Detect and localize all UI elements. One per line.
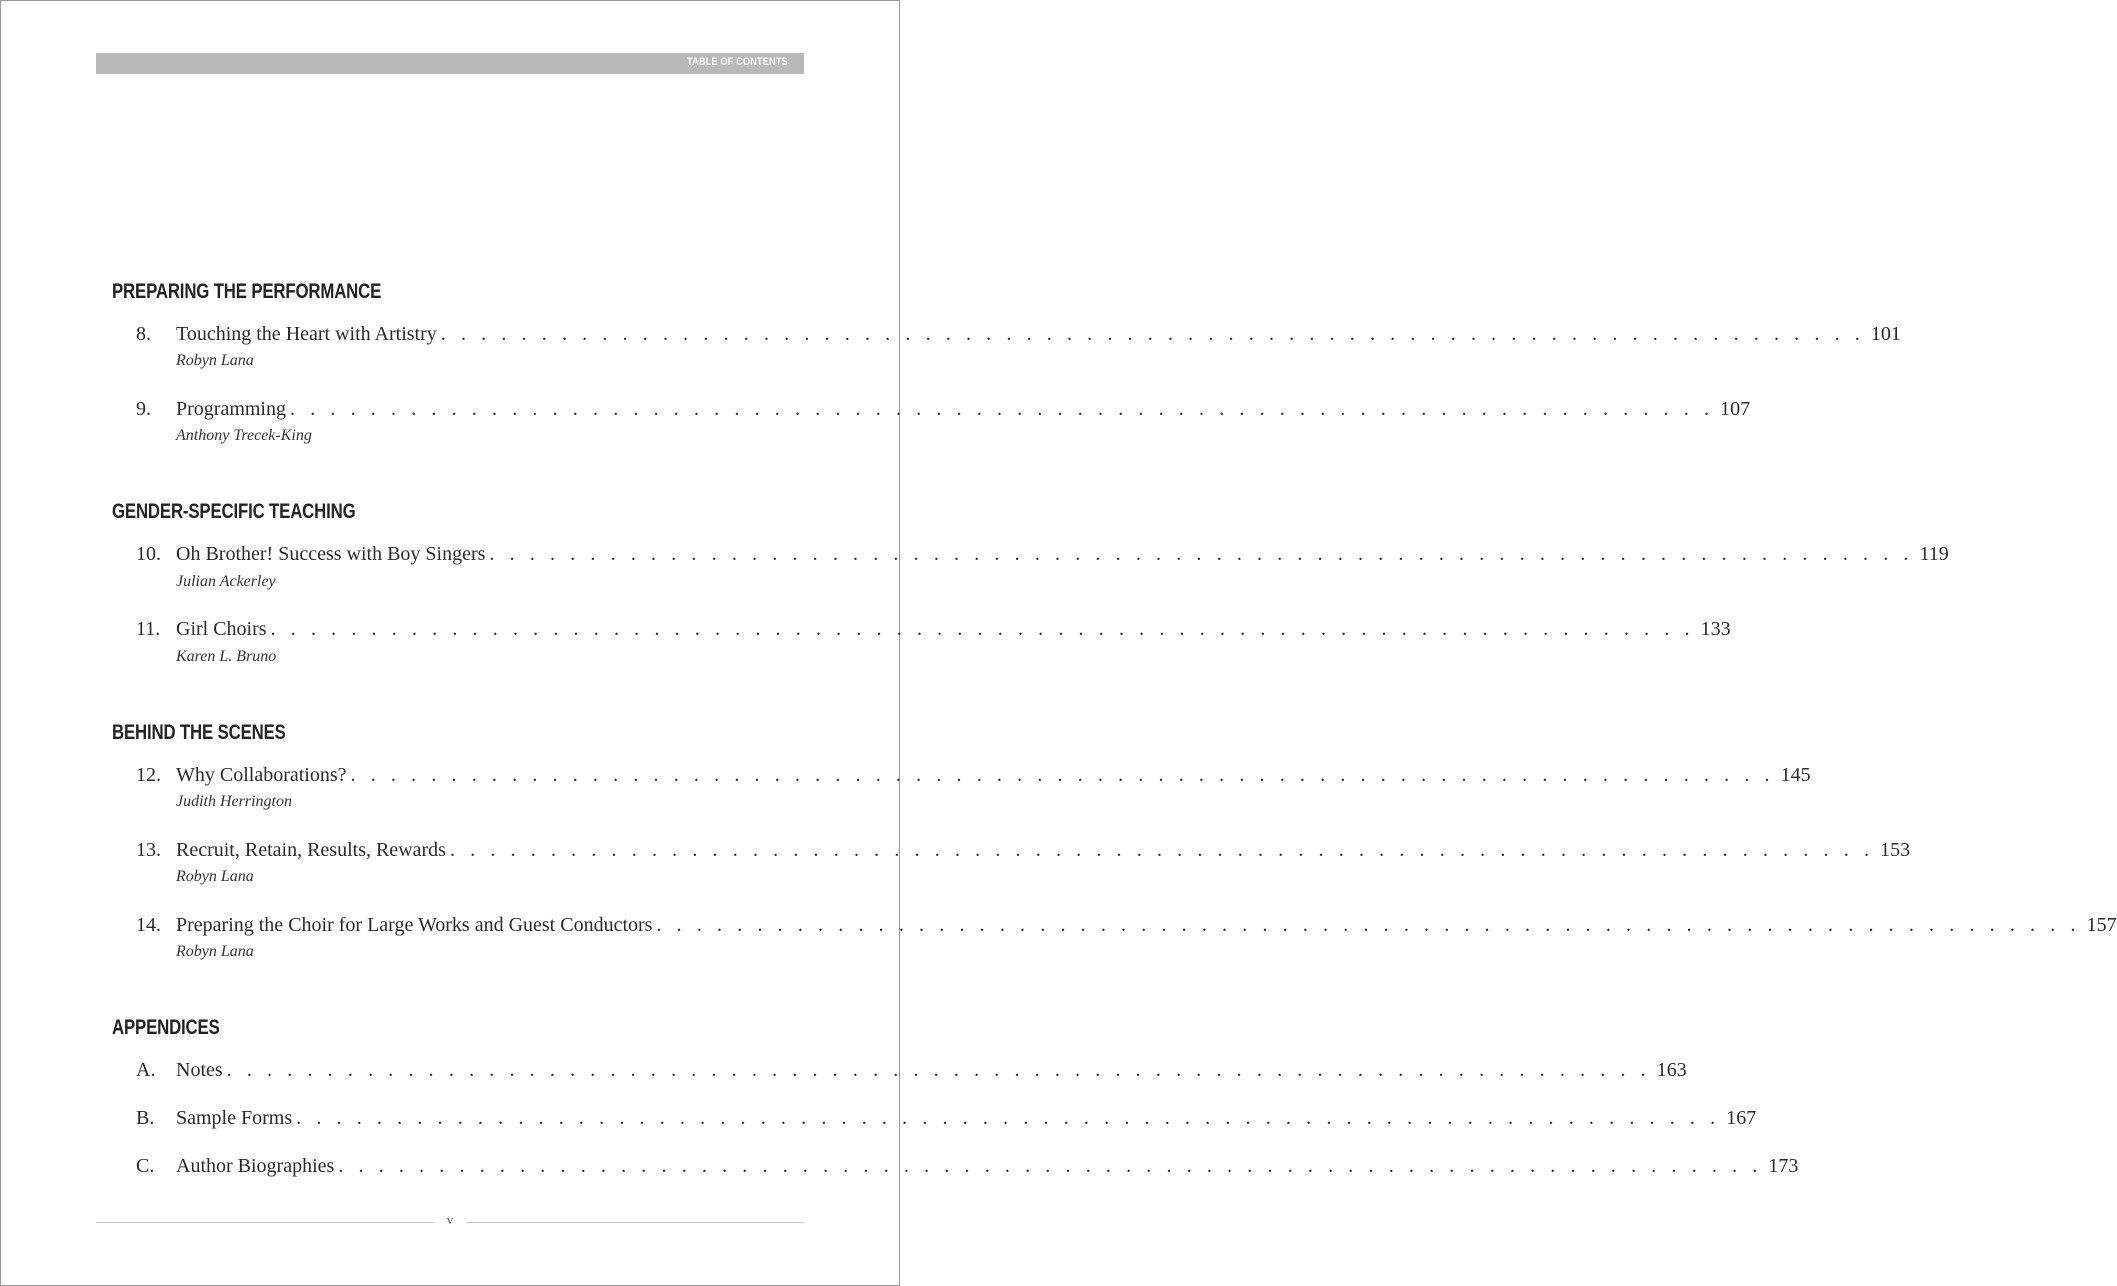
entry-author: Judith Herrington <box>176 793 292 810</box>
entry-title: Oh Brother! Success with Boy Singers <box>176 543 486 565</box>
entry-page-number: 145 <box>1780 764 1811 786</box>
entry-page-number: 153 <box>1880 839 1911 861</box>
entry-page-number: 133 <box>1700 618 1731 640</box>
entry-page-number: 101 <box>1870 323 1901 345</box>
entry-number: 12. <box>136 764 161 786</box>
entry-title: Notes <box>176 1059 223 1081</box>
entry-title: Girl Choirs <box>176 618 267 640</box>
entry-author: Robyn Lana <box>176 943 254 960</box>
toc-entry[interactable] <box>136 1152 1799 1180</box>
toc-entry[interactable] <box>136 1104 1757 1132</box>
section-heading-appendices: APPENDICES <box>112 1016 220 1039</box>
entry-page-number: 163 <box>1656 1059 1687 1081</box>
entry-page-number: 173 <box>1768 1155 1799 1177</box>
footer-rule-left <box>96 1222 434 1223</box>
folio-page-number: v <box>446 1212 454 1227</box>
dot-leader: . . . . . . . . . . . . . . . . . . . . . . . . . . . . . . . . . . . . . . . . . . . . . . . . . . . . . . . . . . . . . . . . . . . . . . . <box>440 323 1865 345</box>
entry-title: Recruit, Retain, Results, Rewards <box>176 839 446 861</box>
entry-author: Anthony Trecek-King <box>176 427 312 444</box>
entry-number: 13. <box>136 839 161 861</box>
dot-leader: . . . . . . . . . . . . . . . . . . . . . . . . . . . . . . . . . . . . . . . . . . . . . . . . . . . . . . . . . . . . . . . . . . . . . . . <box>449 839 1875 861</box>
dot-leader: . . . . . . . . . . . . . . . . . . . . . . . . . . . . . . . . . . . . . . . . . . . . . . . . . . . . . . . . . . . . . . . . . . . . . . . <box>290 398 1715 420</box>
toc-entry[interactable] <box>136 1056 1687 1084</box>
dot-leader: . . . . . . . . . . . . . . . . . . . . . . . . . . . . . . . . . . . . . . . . . . . . . . . . . . . . . . . . . . . . . . . . . . . . . . . <box>489 543 1914 565</box>
entry-title: Preparing the Choir for Large Works and Guest Conductors <box>176 914 653 936</box>
entry-author: Robyn Lana <box>176 352 254 369</box>
section-heading-behind-the-scenes: BEHIND THE SCENES <box>112 721 286 744</box>
entry-page-number: 157 <box>2086 914 2117 936</box>
entry-author: Julian Ackerley <box>176 573 276 590</box>
entry-number: 10. <box>136 543 161 565</box>
footer-rule-right <box>466 1222 804 1223</box>
toc-entry[interactable] <box>136 540 1949 568</box>
entry-title: Programming <box>176 398 286 420</box>
header-bar <box>96 53 804 74</box>
entry-number: C. <box>136 1155 155 1177</box>
toc-entry[interactable] <box>136 761 1811 789</box>
section-heading-preparing-the-performance: PREPARING THE PERFORMANCE <box>112 280 382 303</box>
entry-title: Sample Forms <box>176 1107 293 1129</box>
toc-entry[interactable] <box>136 320 1901 348</box>
dot-leader: . . . . . . . . . . . . . . . . . . . . . . . . . . . . . . . . . . . . . . . . . . . . . . . . . . . . . . . . . . . . . . . . . . . . . . . <box>226 1059 1651 1081</box>
dot-leader: . . . . . . . . . . . . . . . . . . . . . . . . . . . . . . . . . . . . . . . . . . . . . . . . . . . . . . . . . . . . . . . . . . . . . . . <box>350 764 1775 786</box>
entry-number: A. <box>136 1059 156 1081</box>
dot-leader: . . . . . . . . . . . . . . . . . . . . . . . . . . . . . . . . . . . . . . . . . . . . . . . . . . . . . . . . . . . . . . . . . . . . . . . <box>656 914 2081 936</box>
entry-number: 9. <box>136 398 151 420</box>
dot-leader: . . . . . . . . . . . . . . . . . . . . . . . . . . . . . . . . . . . . . . . . . . . . . . . . . . . . . . . . . . . . . . . . . . . . . . . <box>338 1155 1763 1177</box>
toc-entry[interactable] <box>136 911 2117 939</box>
entry-title: Author Biographies <box>176 1155 335 1177</box>
entry-number: B. <box>136 1107 155 1129</box>
entry-title: Why Collaborations? <box>176 764 347 786</box>
entry-number: 11. <box>136 618 161 640</box>
page-border <box>0 0 900 1286</box>
section-heading-gender-specific-teaching: GENDER-SPECIFIC TEACHING <box>112 500 356 523</box>
entry-page-number: 119 <box>1919 543 1949 565</box>
entry-author: Karen L. Bruno <box>176 648 277 665</box>
entry-page-number: 107 <box>1720 398 1751 420</box>
toc-entry[interactable] <box>136 395 1751 423</box>
entry-title: Touching the Heart with Artistry <box>176 323 437 345</box>
dot-leader: . . . . . . . . . . . . . . . . . . . . . . . . . . . . . . . . . . . . . . . . . . . . . . . . . . . . . . . . . . . . . . . . . . . . . . . <box>296 1107 1721 1129</box>
toc-entry[interactable] <box>136 836 1911 864</box>
entry-page-number: 167 <box>1726 1107 1757 1129</box>
entry-author: Robyn Lana <box>176 868 254 885</box>
running-header-title: TABLE OF CONTENTS <box>687 56 788 68</box>
toc-entry[interactable] <box>136 615 1731 643</box>
entry-number: 14. <box>136 914 161 936</box>
dot-leader: . . . . . . . . . . . . . . . . . . . . . . . . . . . . . . . . . . . . . . . . . . . . . . . . . . . . . . . . . . . . . . . . . . . . . . . <box>270 618 1695 640</box>
entry-number: 8. <box>136 323 151 345</box>
